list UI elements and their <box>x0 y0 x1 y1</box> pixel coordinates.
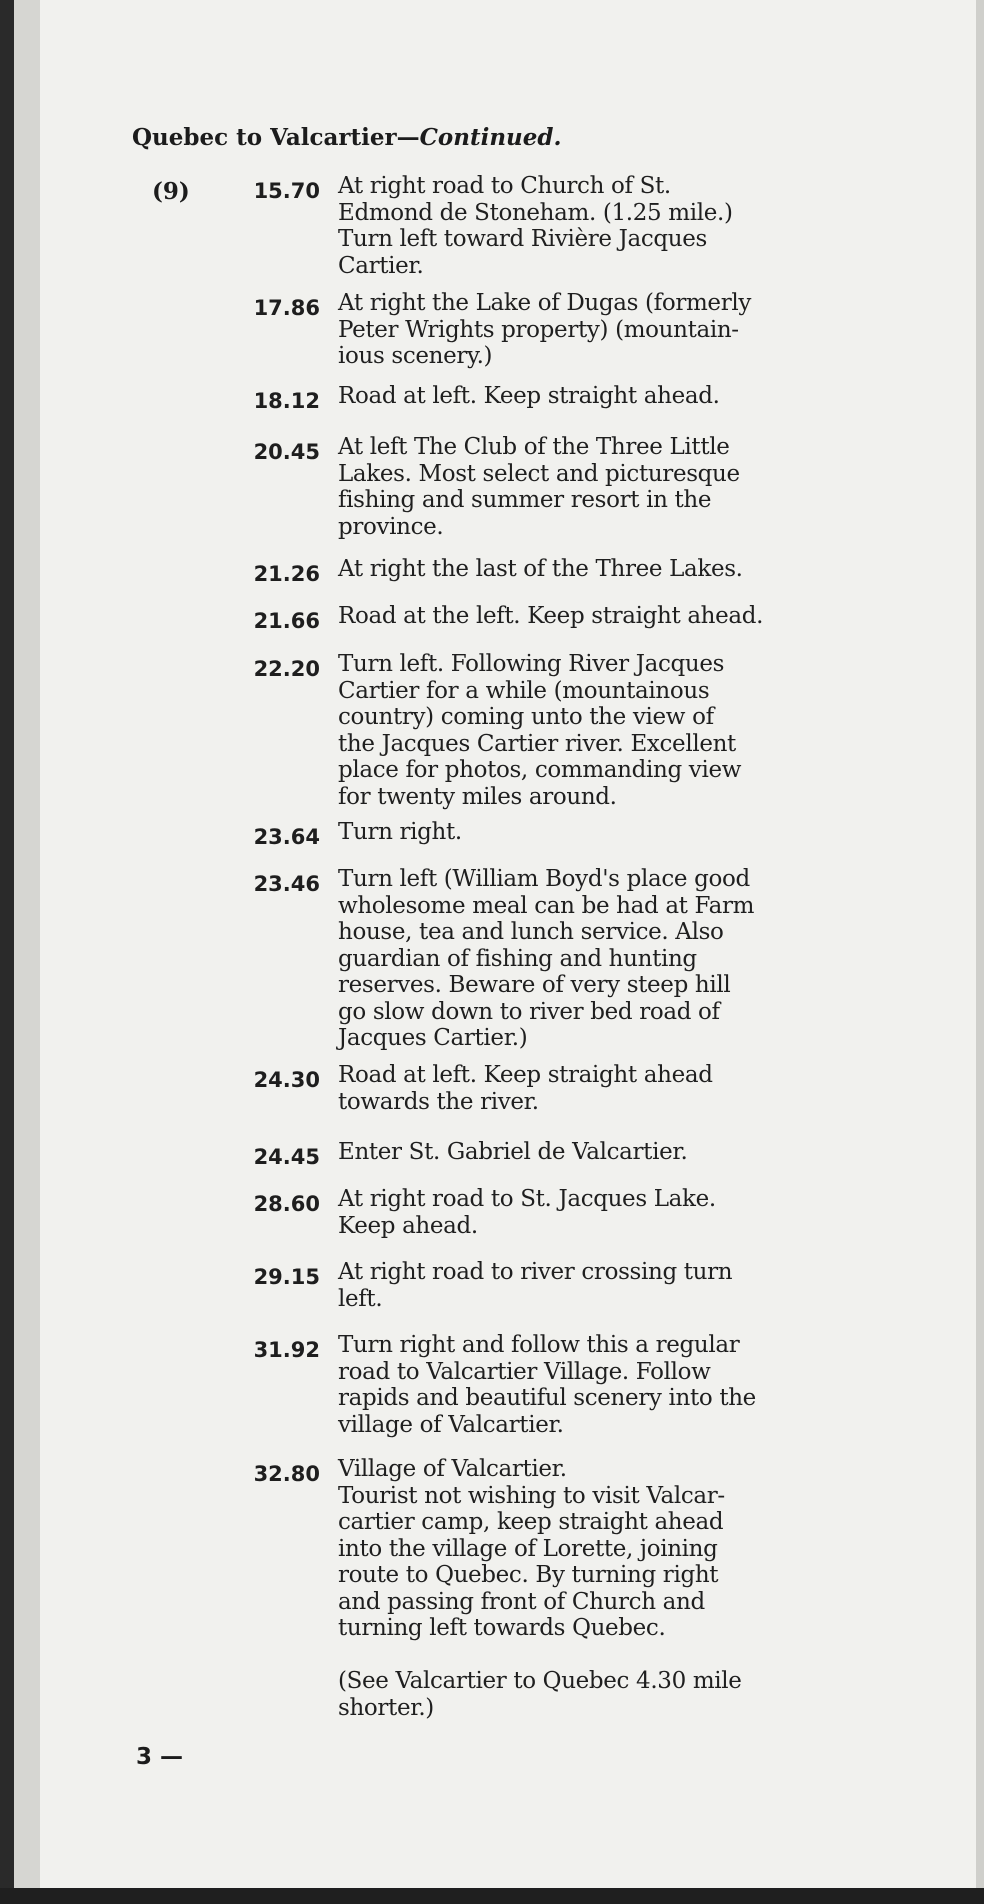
mileage-value: 21.66 <box>253 609 320 633</box>
description-line: country) coming unto the view of <box>338 704 714 730</box>
description-line: Keep ahead. <box>338 1212 478 1239</box>
description-line: go slow down to river bed road of <box>338 998 720 1025</box>
description-line: wholesome meal can be had at Farm <box>338 892 755 919</box>
header-continued: Continued. <box>419 124 562 151</box>
route-number: (9) <box>152 178 190 205</box>
mileage-value: 23.46 <box>253 872 320 896</box>
mileage-value: 18.12 <box>253 389 320 413</box>
entry-description <box>338 556 836 583</box>
mileage-value: 15.70 <box>253 179 320 203</box>
log-entry <box>200 1186 836 1239</box>
footnote <box>338 1668 836 1721</box>
description-line: Lakes. Most select and picturesque <box>338 460 740 487</box>
log-entry <box>200 1456 836 1642</box>
mileage-value: 32.80 <box>253 1462 320 1486</box>
scan-border <box>0 1888 984 1904</box>
description-line: for twenty miles around. <box>338 783 617 810</box>
description-line: province. <box>338 513 444 540</box>
description-line: Road at the left. Keep straight ahead. <box>338 603 764 629</box>
description-line: place for photos, commanding view <box>338 757 742 783</box>
description-line: guardian of fishing and hunting <box>338 945 697 972</box>
mileage-value: 24.45 <box>253 1145 320 1169</box>
description-line: road to Valcartier Village. Follow <box>338 1358 711 1385</box>
entry-description <box>338 173 836 279</box>
mileage-value: 22.20 <box>253 657 320 681</box>
description-line: Turn right and follow this a regular <box>338 1332 740 1358</box>
entry-description <box>338 819 836 846</box>
entry-description <box>338 434 836 540</box>
description-line: Cartier. <box>338 252 424 279</box>
mileage-value: 17.86 <box>253 296 320 320</box>
entry-description <box>338 290 836 370</box>
mileage-value: 24.30 <box>253 1068 320 1092</box>
entry-description <box>338 383 836 410</box>
entry-description <box>338 651 836 810</box>
log-entry <box>200 1062 836 1115</box>
description-line: Road at left. Keep straight ahead <box>338 1062 713 1088</box>
description-line: Turn right. <box>338 819 462 845</box>
description-line: house, tea and lunch service. Also <box>338 919 724 945</box>
description-line: Tourist not wishing to visit Valcar- <box>338 1482 725 1509</box>
log-entry <box>200 603 836 633</box>
description-line: route to Quebec. By turning right <box>338 1562 719 1588</box>
description-line: Road at left. Keep straight ahead. <box>338 383 720 409</box>
footnote-line: (See Valcartier to Quebec 4.30 mile <box>338 1668 742 1694</box>
entry-description <box>338 866 836 1052</box>
log-entry <box>200 556 836 586</box>
description-line: At right road to river crossing turn <box>338 1259 733 1285</box>
mileage-value: 31.92 <box>253 1338 320 1362</box>
entry-description <box>338 1332 836 1438</box>
log-entry <box>200 819 836 849</box>
description-line: Turn left (William Boyd's place good <box>338 866 750 892</box>
mileage-value: 21.26 <box>253 562 320 586</box>
description-line: turning left towards Quebec. <box>338 1615 666 1641</box>
description-line: Jacques Cartier.) <box>338 1025 528 1051</box>
description-line: the Jacques Cartier river. Excellent <box>338 730 736 757</box>
log-entry <box>200 1259 836 1312</box>
entry-description <box>338 1456 836 1642</box>
entry-description <box>338 1062 836 1115</box>
description-line: Turn left. Following River Jacques <box>338 651 725 677</box>
page-edge <box>976 0 984 1904</box>
page-header <box>132 124 562 151</box>
mileage-value: 20.45 <box>253 440 320 464</box>
log-entry <box>200 173 836 279</box>
description-line: left. <box>338 1285 383 1312</box>
description-line: At right the last of the Three Lakes. <box>338 556 743 582</box>
mileage-value: 29.15 <box>253 1265 320 1289</box>
description-line: Village of Valcartier. <box>338 1456 567 1482</box>
log-entry <box>200 651 836 810</box>
log-entry <box>200 866 836 1052</box>
entry-description <box>338 1139 836 1166</box>
description-line: Turn left toward Rivière Jacques <box>338 226 707 252</box>
entry-description <box>338 603 836 630</box>
entry-description <box>338 1259 836 1312</box>
description-line: At left The Club of the Three Little <box>338 434 730 460</box>
log-entry <box>200 1332 836 1438</box>
book-spine <box>0 0 14 1904</box>
description-line: cartier camp, keep straight ahead <box>338 1509 724 1535</box>
entry-description <box>338 1186 836 1239</box>
description-line: ious scenery.) <box>338 343 493 369</box>
description-line: Peter Wrights property) (mountain- <box>338 316 739 343</box>
footnote-line: shorter.) <box>338 1694 434 1721</box>
log-entry <box>200 383 836 413</box>
description-line: towards the river. <box>338 1088 539 1115</box>
description-line: Cartier for a while (mountainous <box>338 677 710 704</box>
description-line: reserves. Beware of very steep hill <box>338 972 731 998</box>
page-number: 3 — <box>136 1744 184 1770</box>
description-line: rapids and beautiful scenery into the <box>338 1385 756 1411</box>
description-line: At right the Lake of Dugas (formerly <box>338 290 751 316</box>
description-line: At right road to St. Jacques Lake. <box>338 1186 716 1212</box>
description-line: Enter St. Gabriel de Valcartier. <box>338 1139 688 1165</box>
log-entry <box>200 434 836 540</box>
description-line: fishing and summer resort in the <box>338 487 712 513</box>
log-entry <box>200 290 836 370</box>
description-line: At right road to Church of St. <box>338 173 671 199</box>
description-line: and passing front of Church and <box>338 1588 705 1615</box>
description-line: into the village of Lorette, joining <box>338 1535 718 1562</box>
header-title: Quebec to Valcartier— <box>132 124 420 151</box>
description-line: Edmond de Stoneham. (1.25 mile.) <box>338 199 733 226</box>
mileage-value: 23.64 <box>253 825 320 849</box>
mileage-value: 28.60 <box>253 1192 320 1216</box>
log-entry <box>200 1139 836 1169</box>
description-line: village of Valcartier. <box>338 1411 564 1438</box>
